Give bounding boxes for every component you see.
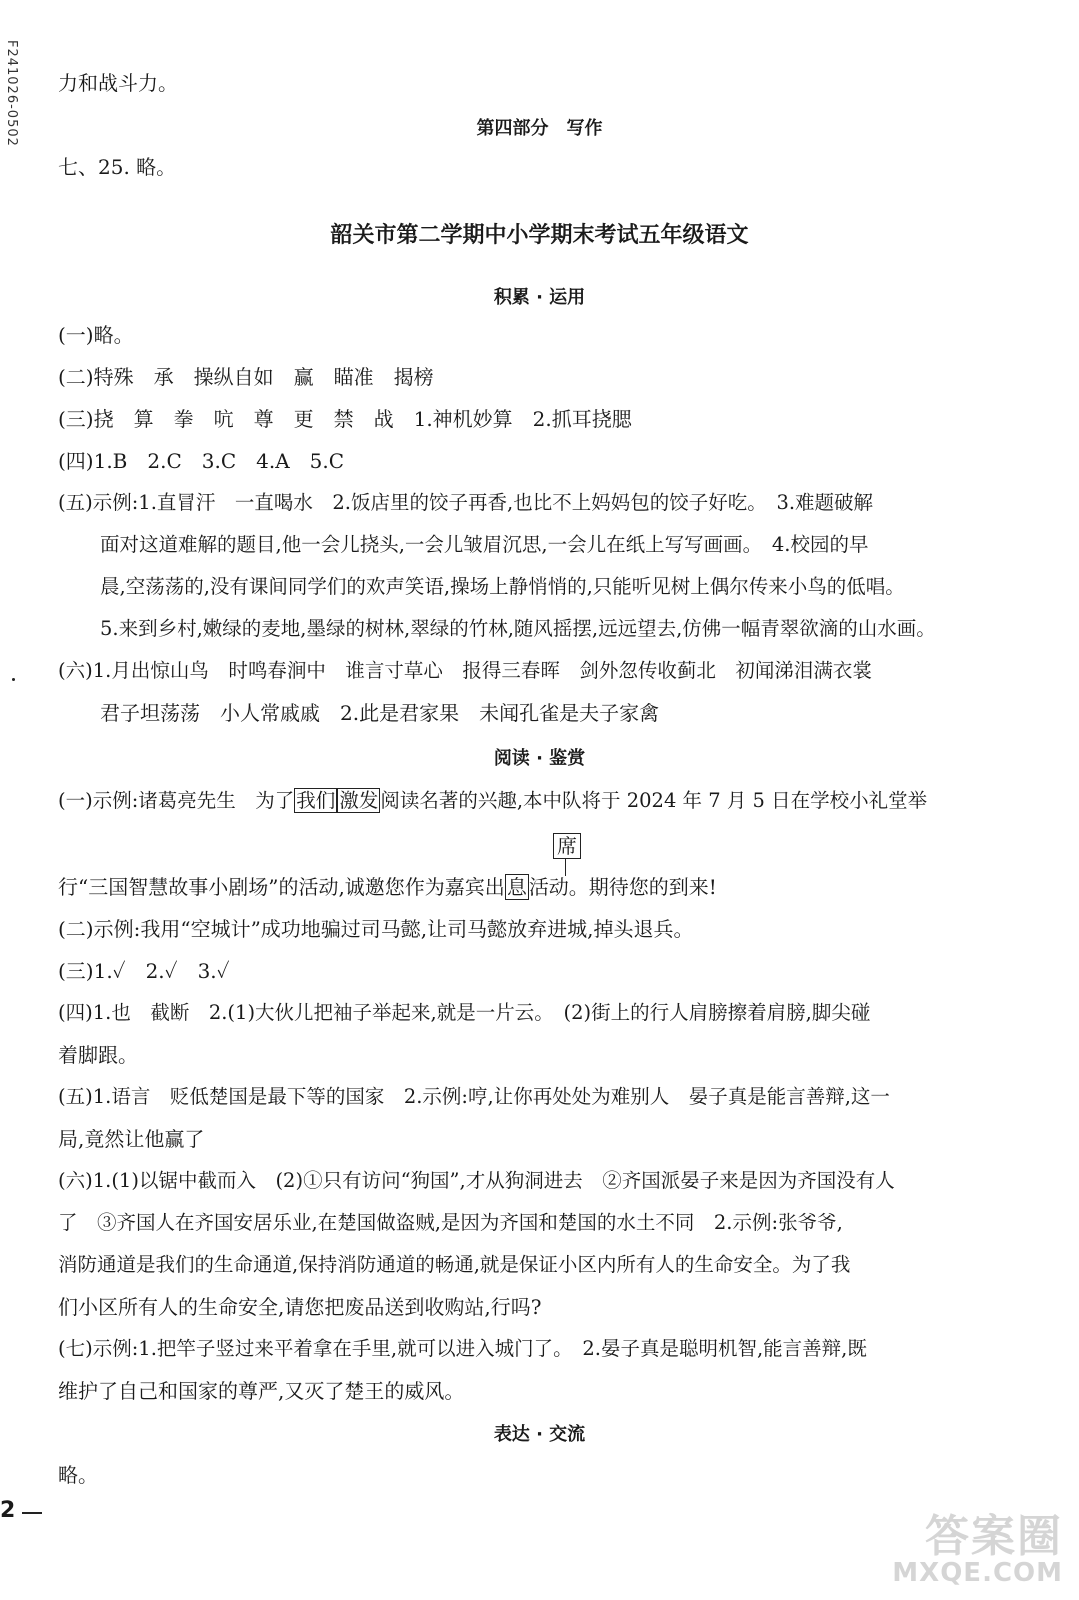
text-line: 消防通道是我们的生命通道,保持消防通道的畅通,就是保证小区内所有人的生命安全。为了我 bbox=[58, 1253, 851, 1276]
text-line: 们小区所有人的生命安全,请您把废品送到收购站,行吗? bbox=[58, 1295, 542, 1319]
text-line: 5.来到乡村,嫩绿的麦地,墨绿的树林,翠绿的竹林,随风摇摆,远远望去,仿佛一幅青翠欲滴的山水画。 bbox=[100, 617, 936, 640]
section-heading: 第四部分 写作 bbox=[476, 118, 603, 139]
text-line: (五)示例:1.直冒汗 一直喝水 2.饭店里的饺子再香,也比不上妈妈包的饺子好吃。 3.难题破解 bbox=[58, 491, 874, 514]
text-line bbox=[58, 874, 717, 900]
margin-dot bbox=[12, 678, 15, 681]
text-line: (三)挠 算 拳 吭 尊 更 禁 战 1.神机妙算 2.抓耳挠腮 bbox=[58, 407, 632, 431]
text-segment: 活动。期待您的到来! bbox=[528, 875, 717, 899]
boxed-word: 我们 bbox=[296, 789, 336, 812]
text-line: 局,竟然让他赢了 bbox=[58, 1127, 205, 1151]
text-line: (六)1.月出惊山鸟 时鸣春涧中 谁言寸草心 报得三春晖 剑外忽传收蓟北 初闻涕泪满衣裳 bbox=[58, 659, 872, 682]
text-line bbox=[58, 788, 927, 814]
text-line: 面对这道难解的题目,他一会儿挠头,一会儿皱眉沉思,一会儿在纸上写写画画。 4.校园的早 bbox=[100, 533, 869, 556]
text-line: 力和战斗力。 bbox=[58, 71, 178, 95]
text-line: (七)示例:1.把竿子竖过来平着拿在手里,就可以进入城门了。 2.晏子真是聪明机智,能言善辩,既 bbox=[58, 1337, 867, 1360]
page-title: 韶关市第二学期中小学期末考试五年级语文 bbox=[330, 223, 749, 248]
correction-mark: 席 bbox=[553, 833, 581, 859]
text-line: 七、25. 略。 bbox=[58, 155, 177, 179]
text-line: (二)示例:我用“空城计”成功地骗过司马懿,让司马懿放弃进城,掉头退兵。 bbox=[58, 917, 694, 941]
text-line: 略。 bbox=[58, 1463, 98, 1487]
page-rule bbox=[22, 1512, 42, 1514]
text-line: 维护了自己和国家的尊严,又灭了楚王的威风。 bbox=[58, 1379, 465, 1403]
boxed-word: 息 bbox=[506, 875, 527, 899]
text-line: 了 ③齐国人在齐国安居乐业,在楚国做盗贼,是因为齐国和楚国的水土不同 2.示例:张爷爷, bbox=[58, 1211, 843, 1234]
page-number: 2 bbox=[0, 1498, 16, 1523]
side-code: F241026-0502 bbox=[4, 40, 19, 147]
section-heading: 积累 · 运用 bbox=[493, 287, 586, 308]
boxed-word: 激发 bbox=[339, 789, 379, 812]
watermark-url: MXQE.COM bbox=[892, 1558, 1063, 1588]
text-segment: (一)示例:诸葛亮先生 为了 bbox=[58, 789, 295, 812]
text-line: (一)略。 bbox=[58, 323, 134, 347]
text-line: (二)特殊 承 操纵自如 赢 瞄准 揭榜 bbox=[58, 365, 434, 389]
watermark-logo bbox=[892, 1500, 1071, 1590]
text-line: 着脚跟。 bbox=[58, 1043, 138, 1067]
watermark-main: 答案圈 bbox=[925, 1511, 1063, 1562]
text-line: 晨,空荡荡的,没有课间同学们的欢声笑语,操场上静悄悄的,只能听见树上偶尔传来小鸟的低唱。 bbox=[100, 575, 905, 598]
text-line: (三)1.✓ 2.✓ 3.✓ bbox=[58, 959, 230, 983]
text-line: (四)1.B 2.C 3.C 4.A 5.C bbox=[58, 449, 345, 473]
section-heading: 阅读 · 鉴赏 bbox=[493, 748, 586, 769]
section-heading: 表达 · 交流 bbox=[493, 1424, 586, 1445]
text-segment: 行“三国智慧故事小剧场”的活动,诚邀您作为嘉宾出 bbox=[58, 875, 505, 899]
text-line: (六)1.(1)以锯中截而入 (2)①只有访问“狗国”,才从狗洞进去 ②齐国派晏子来是因为齐国没有人 bbox=[58, 1169, 895, 1192]
text-line: (五)1.语言 贬低楚国是最下等的国家 2.示例:哼,让你再处处为难别人 晏子真是能言善辩,这一 bbox=[58, 1085, 890, 1108]
text-segment: 阅读名著的兴趣,本中队将于 2024 年 7 月 5 日在学校小礼堂举 bbox=[380, 789, 928, 812]
text-line: (四)1.也 截断 2.(1)大伙儿把袖子举起来,就是一片云。 (2)街上的行人肩膀擦着肩膀,脚尖碰 bbox=[58, 1001, 871, 1024]
text-line: 君子坦荡荡 小人常戚戚 2.此是君家果 未闻孔雀是夫子家禽 bbox=[100, 701, 660, 725]
